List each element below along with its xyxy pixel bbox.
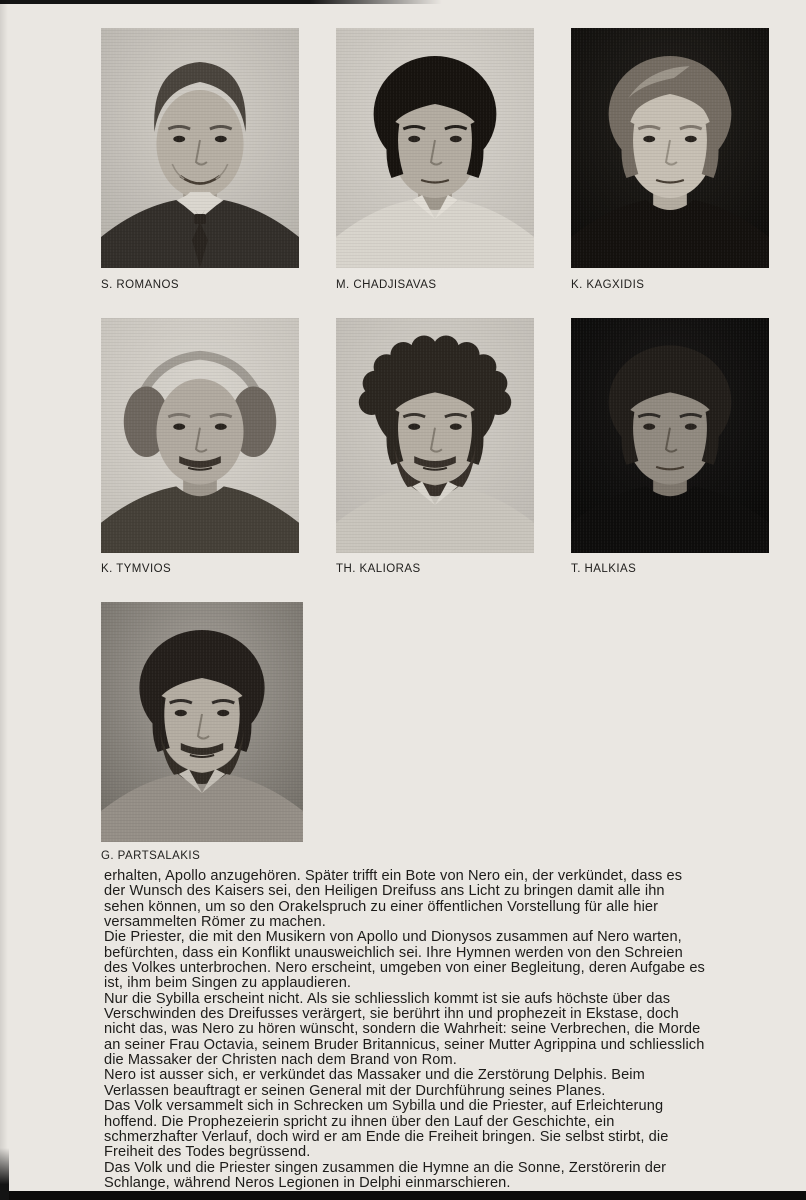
synopsis-line: an seiner Frau Octavia, seinem Bruder Britannicus, seiner Mutter Agrippina und schliesslich bbox=[104, 1036, 705, 1053]
portrait-caption: T. HALKIAS bbox=[571, 563, 637, 575]
synopsis-line: Verschwinden des Dreifusses verärgert, sie berührt ihn und prophezeit in Ekstase, doch bbox=[104, 1006, 679, 1023]
synopsis-text bbox=[104, 869, 780, 1191]
portrait-photo-th-kalioras bbox=[336, 318, 534, 553]
synopsis-line: der Wunsch des Kaisers sei, den Heiligen Dreifuss ans Licht zu bringen damit alle ihn bbox=[104, 883, 665, 900]
synopsis-line: die Massaker der Christen nach dem Brand von Rom. bbox=[104, 1052, 457, 1069]
portrait-photo-t-halkias bbox=[571, 318, 769, 553]
portrait-row-2 bbox=[101, 318, 769, 575]
portrait-th-kalioras bbox=[336, 318, 534, 575]
portrait-caption: G. PARTSALAKIS bbox=[101, 850, 201, 862]
synopsis-line: hoffend. Die Prophezeierin spricht zu ihnen über den Lauf der Geschichte, ein bbox=[104, 1113, 615, 1130]
synopsis-line: erhalten, Apollo anzugehören. Später trifft ein Bote von Nero ein, der verkündet, dass es bbox=[104, 868, 683, 884]
scan-edge-bottom-left bbox=[0, 1148, 9, 1200]
synopsis-line: schmerzhafter Verlauf, doch wird er am Ende die Freiheit bringen. Sie selbst stirbt, die bbox=[104, 1128, 669, 1145]
synopsis-line: befürchten, dass ein Konflikt unausweichlich sei. Ihre Hymnen werden von den Schreien bbox=[104, 944, 683, 961]
portrait-g-partsalakis bbox=[101, 602, 303, 862]
portrait-s-romanos bbox=[101, 28, 299, 291]
synopsis-line: Verlassen beauftragt er seinen General mit der Durchführung seines Planes. bbox=[104, 1082, 606, 1099]
portrait-photo-m-chadjisavas bbox=[336, 28, 534, 268]
portrait-k-kagxidis bbox=[571, 28, 769, 291]
portrait-photo-k-tymvios bbox=[101, 318, 299, 553]
portrait-k-tymvios bbox=[101, 318, 299, 575]
portrait-m-chadjisavas bbox=[336, 28, 534, 291]
synopsis-line: sehen können, um so den Orakelspruch zu einer öffentlichen Vorstellung für alle hier bbox=[104, 898, 659, 915]
synopsis-line: Nur die Sybilla erscheint nicht. Als sie schliesslich kommt ist sie aufs höchste über das bbox=[104, 990, 671, 1007]
portrait-photo-g-partsalakis bbox=[101, 602, 303, 842]
synopsis-line: Freiheit des Todes begrüssend. bbox=[104, 1144, 311, 1161]
synopsis-line: Das Volk und die Priester singen zusammen die Hymne an die Sonne, Zerstörerin der bbox=[104, 1159, 667, 1176]
synopsis-line: ist, ihm beim Singen zu applaudieren. bbox=[104, 975, 352, 992]
portrait-photo-k-kagxidis bbox=[571, 28, 769, 268]
portrait-t-halkias bbox=[571, 318, 769, 575]
synopsis-line: des Volkes unterbrochen. Nero erscheint, umgeben von einer Begleitung, deren Aufgabe es bbox=[104, 960, 705, 977]
synopsis-line: Nero ist ausser sich, er verkündet das Massaker und die Zerstörung Delphis. Beim bbox=[104, 1067, 645, 1084]
portrait-photo-s-romanos bbox=[101, 28, 299, 268]
scan-edge-left bbox=[0, 0, 8, 1200]
synopsis-line: Schlange, während Neros Legionen in Delphi einmarschieren. bbox=[104, 1174, 511, 1191]
scan-edge-bottom bbox=[0, 1191, 806, 1200]
synopsis-line: versammelten Römer zu machen. bbox=[104, 914, 326, 931]
portrait-caption: M. CHADJISAVAS bbox=[336, 279, 437, 291]
synopsis-line: Das Volk versammelt sich in Schrecken um Sybilla und die Priester, auf Erleichterung bbox=[104, 1098, 664, 1115]
portrait-row-1 bbox=[101, 28, 769, 291]
synopsis-line: Die Priester, die mit den Musikern von Apollo und Dionysos zusammen auf Nero warten, bbox=[104, 929, 682, 946]
portrait-caption: S. ROMANOS bbox=[101, 279, 179, 291]
portrait-caption: TH. KALIORAS bbox=[336, 563, 421, 575]
portrait-row-3 bbox=[101, 602, 303, 862]
portrait-caption: K. TYMVIOS bbox=[101, 563, 172, 575]
scan-edge-top bbox=[0, 0, 442, 4]
synopsis-line: nicht das, was Nero zu hören wünscht, sondern die Wahrheit: seine Verbrechen, die Morde bbox=[104, 1021, 701, 1038]
portrait-caption: K. KAGXIDIS bbox=[571, 279, 645, 291]
